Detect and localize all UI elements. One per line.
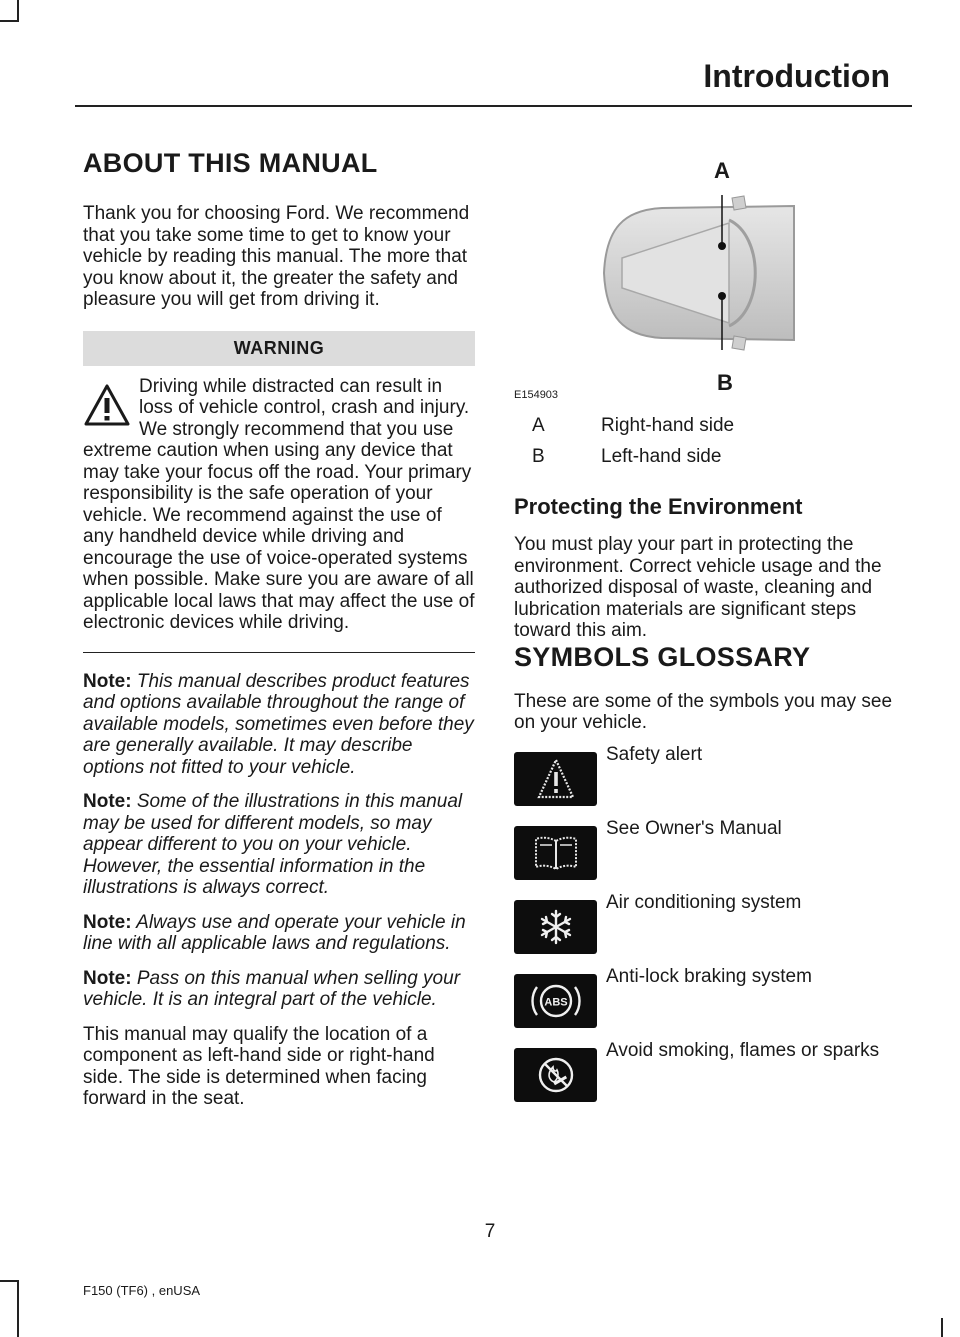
section-heading-about: ABOUT THIS MANUAL bbox=[83, 148, 378, 178]
figure-label-b: B bbox=[717, 370, 733, 395]
legend-key: B bbox=[532, 445, 545, 467]
safety-alert-icon bbox=[514, 752, 597, 806]
note-text: Some of the illustrations in this manual may be used for different models, so may appear different to you on your vehicle. However, the essential information in the illustrations is always correct. bbox=[83, 791, 463, 898]
crop-mark bbox=[0, 1280, 19, 1282]
symbol-item bbox=[514, 1040, 909, 1102]
crop-mark bbox=[0, 20, 19, 22]
air-conditioning-icon bbox=[514, 900, 597, 954]
legend-text: Right-hand side bbox=[601, 415, 735, 436]
warning-divider bbox=[83, 652, 475, 653]
note-paragraph bbox=[83, 968, 475, 1011]
note-label: Note: bbox=[83, 791, 132, 812]
symbol-item bbox=[514, 744, 909, 806]
symbol-list bbox=[514, 744, 909, 1102]
symbol-label: Air conditioning system bbox=[606, 891, 802, 913]
abs-icon-text: ABS bbox=[543, 996, 568, 1008]
abs-icon bbox=[514, 974, 597, 1028]
note-paragraph bbox=[83, 912, 475, 955]
warning-text: Driving while distracted can result in loss of vehicle control, crash and injury. We strongly recommend that you use extreme caution when using any device that may take your focus off the road. Your primary responsibility is the safe operation of your vehicle. We recommend against the use of any handheld device while driving and encourage the use of voice-operated systems when possible. Make sure you are aware of all applicable local laws that may affect the use of electronic devices while driving. bbox=[83, 375, 475, 633]
right-column bbox=[514, 148, 909, 1102]
symbol-item bbox=[514, 892, 909, 954]
warning-triangle-icon bbox=[83, 382, 131, 430]
legend-row bbox=[514, 446, 909, 468]
vehicle-sides-figure bbox=[514, 148, 909, 406]
symbol-label: Avoid smoking, flames or sparks bbox=[606, 1039, 880, 1061]
legend-key: A bbox=[532, 415, 545, 436]
no-smoking-flames-icon bbox=[514, 1048, 597, 1102]
owners-manual-icon bbox=[514, 826, 597, 880]
symbol-label: See Owner's Manual bbox=[606, 817, 782, 839]
symbol-item bbox=[514, 818, 909, 880]
note-text: Always use and operate your vehicle in line with all applicable laws and regulations. bbox=[83, 911, 466, 954]
figure-id: E154903 bbox=[514, 389, 559, 401]
note-text: Pass on this manual when selling your vehicle. It is an integral part of the vehicle. bbox=[83, 967, 461, 1010]
note-label: Note: bbox=[83, 967, 132, 989]
note-label: Note: bbox=[83, 911, 132, 933]
warning-block bbox=[83, 376, 475, 634]
warning-label: WARNING bbox=[83, 331, 475, 366]
vehicle-top-view-illustration bbox=[514, 148, 909, 406]
glossary-intro: These are some of the symbols you may see on your vehicle. bbox=[514, 690, 893, 733]
symbol-item bbox=[514, 966, 909, 1028]
note-label: Note: bbox=[83, 670, 132, 692]
page-number: 7 bbox=[484, 1221, 496, 1242]
environment-heading: Protecting the Environment bbox=[514, 494, 803, 519]
side-definition-paragraph: This manual may qualify the location of a component as left-hand side or right-hand side. The side is determined when facing forward in the seat. bbox=[83, 1023, 435, 1109]
note-paragraph bbox=[83, 671, 475, 779]
crop-mark bbox=[941, 1318, 943, 1337]
glossary-heading: SYMBOLS GLOSSARY bbox=[514, 641, 811, 672]
environment-paragraph: You must play your part in protecting the environment. Correct vehicle usage and the authorized disposal of waste, cleaning and lubrication materials are significant steps toward this aim. bbox=[514, 534, 882, 641]
figure-label-a: A bbox=[714, 158, 730, 183]
legend-text: Left-hand side bbox=[601, 445, 722, 467]
page-title: Introduction bbox=[703, 58, 890, 94]
legend-row bbox=[514, 415, 909, 437]
crop-mark bbox=[17, 0, 19, 22]
left-column bbox=[83, 148, 475, 1110]
intro-paragraph: Thank you for choosing Ford. We recommend that you take some time to get to know your vehicle by reading this manual. The more that you know about it, the greater the safety and pleasure you will get from driving it. bbox=[83, 203, 470, 310]
header-rule bbox=[75, 105, 912, 107]
note-paragraph bbox=[83, 791, 475, 899]
symbol-label: Anti-lock braking system bbox=[606, 965, 812, 987]
crop-mark bbox=[17, 1280, 19, 1337]
note-text: This manual describes product features and options available throughout the range of available models, sometimes even before they are generally available. It may describe options not fitted to your vehicle. bbox=[83, 670, 474, 778]
symbol-label: Safety alert bbox=[606, 743, 703, 765]
footer-model: F150 (TF6) , enUSA bbox=[83, 1283, 201, 1298]
